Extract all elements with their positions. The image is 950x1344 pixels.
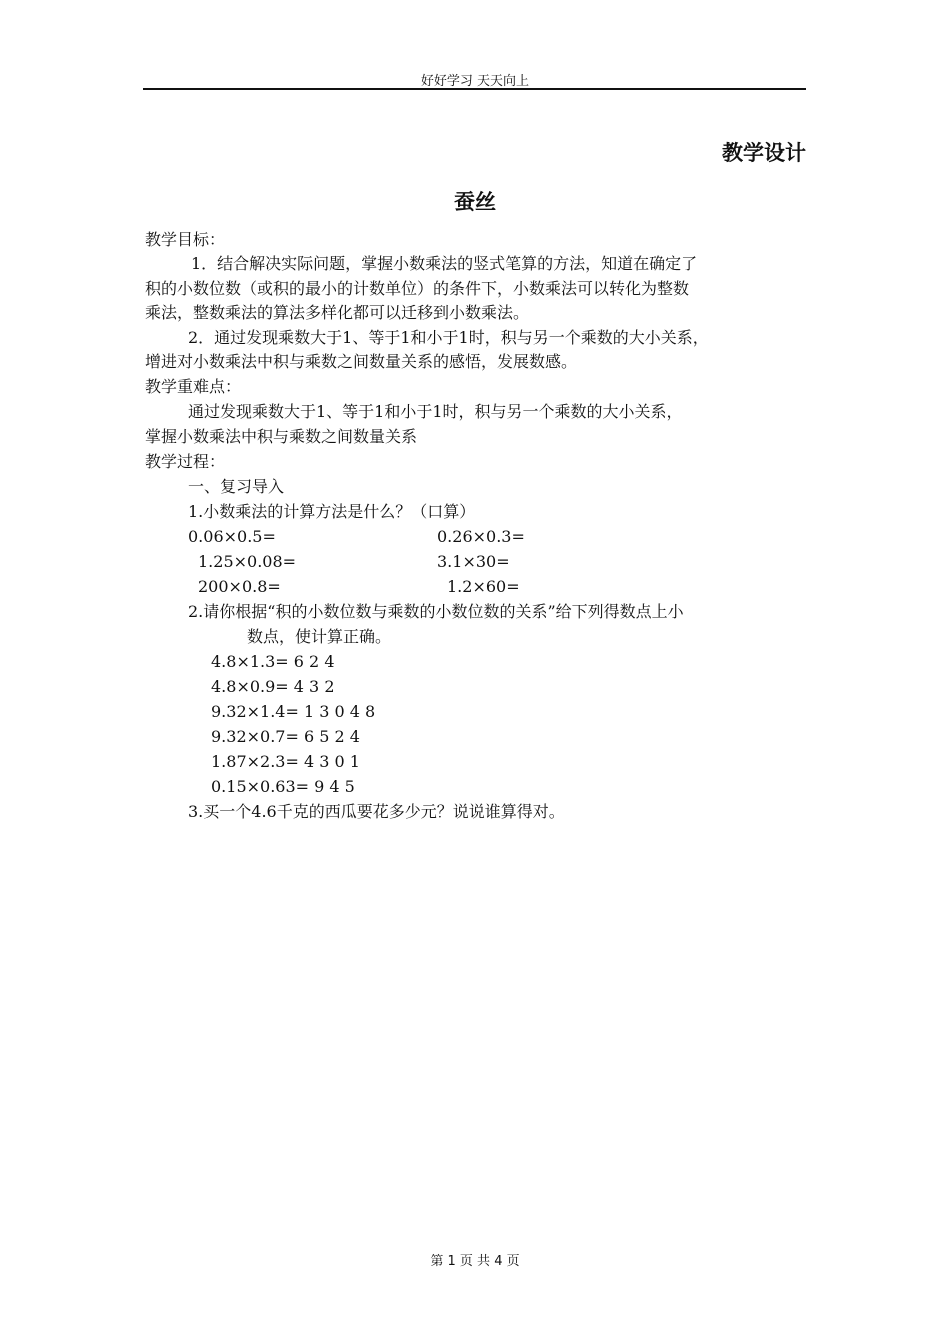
section-review-intro: 一、复习导入 [188, 477, 285, 496]
key-points-line-2: 掌握小数乘法中积与乘数之间数量关系 [145, 427, 418, 446]
exercise-3: 9.32×1.4= 1 3 0 4 8 [211, 702, 376, 721]
key-points-line-1: 通过发现乘数大于1、等于1和小于1时，积与另一个乘数的大小关系， [188, 402, 683, 421]
exercise-2: 4.8×0.9= 4 3 2 [211, 677, 335, 696]
header-rule [143, 88, 806, 90]
exercise-4: 9.32×0.7= 6 5 2 4 [211, 727, 360, 746]
key-points-heading: 教学重难点： [145, 377, 242, 396]
document-type: 教学设计 [722, 141, 806, 165]
oral-calc-left-3: 200×0.8= [198, 577, 281, 596]
oral-calc-right-1: 0.26×0.3= [437, 527, 525, 546]
objective-2-line-2: 增进对小数乘法中积与乘数之间数量关系的感悟，发展数感。 [145, 352, 578, 371]
oral-calc-right-2: 3.1×30= [437, 552, 510, 571]
process-heading: 教学过程： [145, 452, 226, 471]
question-2-line-2: 数点，使计算正确。 [247, 627, 392, 646]
objective-1-line-2: 积的小数位数（或积的最小的计数单位）的条件下，小数乘法可以转化为整数 [145, 279, 690, 298]
objective-1-line-3: 乘法，整数乘法的算法多样化都可以迁移到小数乘法。 [145, 303, 530, 322]
oral-calc-right-3: 1.2×60= [447, 577, 520, 596]
question-2-line-1: 2.请你根据“积的小数位数与乘数的小数位数的关系”给下列得数点上小 [188, 602, 684, 621]
page-header: 好好学习 天天向上 [420, 74, 530, 89]
oral-calc-left-1: 0.06×0.5= [188, 527, 276, 546]
exercise-6: 0.15×0.63= 9 4 5 [211, 777, 355, 796]
oral-calc-left-2: 1.25×0.08= [198, 552, 297, 571]
objective-1-line-1: 1．结合解决实际问题，掌握小数乘法的竖式笔算的方法，知道在确定了 [191, 254, 698, 273]
objectives-heading: 教学目标： [145, 230, 226, 249]
exercise-1: 4.8×1.3= 6 2 4 [211, 652, 335, 671]
question-1: 1.小数乘法的计算方法是什么？（口算） [188, 502, 476, 521]
exercise-5: 1.87×2.3= 4 3 0 1 [211, 752, 360, 771]
objective-2-line-1: 2．通过发现乘数大于1、等于1和小于1时，积与另一个乘数的大小关系， [188, 328, 709, 347]
page-footer: 第 1 页 共 4 页 [430, 1254, 520, 1269]
page-title: 蚕丝 [454, 190, 496, 214]
question-3: 3.买一个4.6千克的西瓜要花多少元？说说谁算得对。 [188, 802, 565, 821]
